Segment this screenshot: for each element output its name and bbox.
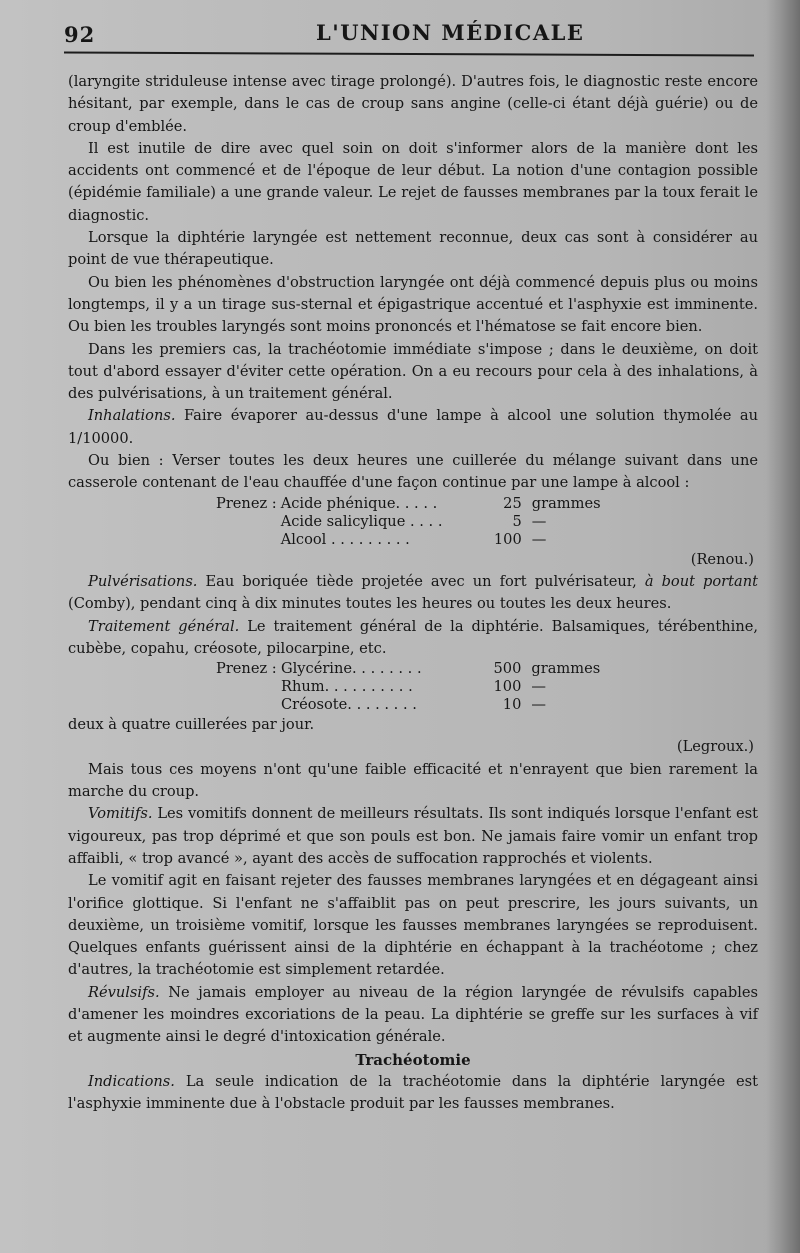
- recipe-lead: Prenez :: [216, 660, 277, 678]
- recipe-ingredient: Glycérine. . . . . . . .: [280, 660, 422, 678]
- recipe-unit: —: [531, 678, 546, 696]
- header-rule: [64, 51, 754, 56]
- pulverisations-text: Eau boriquée tiède projetée avec un fort pulvérisateur,: [197, 572, 645, 590]
- recipe-row: [216, 513, 606, 531]
- indications-text: La seule indication de la trachéotomie dans la diphtérie laryngée est l'asphyxie imminente due à l'obstacle produit par les fausses membranes.: [68, 1072, 758, 1113]
- paragraph: Il est inutile de dire avec quel soin on doit s'informer alors de la manière dont les accidents ont commencé et de l'époque de leur début. La notion d'une contagion possible (épidémie familiale) a une grande valeur. Le rejet de fausses membranes par la toux ferait le diagnostic.: [68, 139, 758, 224]
- recipe-quantity: 25: [503, 494, 522, 512]
- recipe-attribution: (Legroux.): [676, 738, 754, 756]
- paragraph-traitement: [68, 616, 758, 661]
- paragraph-revulsifs: [68, 982, 758, 1049]
- page-number: 92: [64, 22, 96, 47]
- recipe-row: [216, 531, 606, 549]
- recipe-ingredient: Alcool . . . . . . . . .: [280, 530, 410, 548]
- recipe-renou: [216, 495, 606, 549]
- paragraph: Mais tous ces moyens n'ont qu'une faible efficacité et n'enrayent que bien rarement la marche du croup.: [68, 760, 758, 801]
- revulsifs-text: Ne jamais employer au niveau de la région laryngée de révulsifs capables d'amener les moindres excoriations de la peau. La diphtérie se greffe sur les surfaces à vif et augmente ainsi le degré d'intoxication générale.: [68, 983, 758, 1046]
- paragraph-pulverisations: [68, 571, 758, 616]
- page-spine-shadow: [766, 0, 800, 1253]
- running-head: L'UNION MÉDICALE: [316, 20, 585, 45]
- paragraph: Le vomitif agit en faisant rejeter des fausses membranes laryngées et en dégageant ainsi l'orifice glottique. Si l'enfant ne s'affaiblit pas on peut prescrire, les jours suivants, un deuxième, un troisième vomitif, lorsque les fausses membranes laryngées se reproduisent. Quelques enfants guérissent ainsi de la diphtérie en échappant à la trachéotome ; chez d'autres, la trachéotomie est simplement retardée.: [68, 872, 758, 979]
- recipe-row: [216, 678, 606, 696]
- paragraph: Lorsque la diphtérie laryngée est nettement reconnue, deux cas sont à considérer au point de vue thérapeutique.: [68, 229, 758, 269]
- recipe-unit: —: [531, 696, 546, 714]
- recipe-ingredient: Rhum. . . . . . . . . .: [280, 678, 413, 696]
- paragraph-vomitifs: [68, 803, 758, 870]
- recipe-unit: —: [531, 512, 547, 530]
- pulverisations-italic: à bout portant: [644, 572, 758, 590]
- vomitifs-text: Les vomitifs donnent de meilleurs résultats. Ils sont indiqués lorsque l'enfant est vigoureux, pas trop déprimé et que son pouls est bon. Ne jamais faire vomir un enfant trop affaibli, « trop avancé », ayant des accès de suffocation rapprochés et violents.: [68, 805, 758, 867]
- recipe-quantity: 100: [493, 678, 522, 696]
- traitement-heading: Traitement général.: [88, 617, 240, 635]
- recipe-ingredient: Acide salicylique . . . .: [280, 512, 443, 530]
- section-title: Trachéotomie: [355, 1050, 471, 1069]
- paragraph-indications: [68, 1071, 758, 1116]
- recipe-attribution: (Renou.): [690, 550, 754, 568]
- pulverisations-heading: Pulvérisations.: [88, 572, 198, 590]
- recipe-row: [216, 495, 606, 513]
- recipe-unit: grammes: [531, 494, 601, 512]
- recipe-lead: Prenez :: [216, 494, 277, 512]
- inhalations-heading: Inhalations.: [88, 407, 176, 425]
- recipe-unit: —: [531, 530, 547, 548]
- page-body: [68, 71, 758, 1115]
- recipe-ingredient: Acide phénique. . . . .: [280, 494, 438, 512]
- recipe-quantity: 10: [502, 696, 522, 714]
- recipe-row: [216, 660, 606, 678]
- recipe-quantity: 5: [512, 512, 522, 530]
- pulverisations-text-end: (Comby), pendant cinq à dix minutes toutes les heures ou toutes les deux heures.: [68, 595, 672, 613]
- page-header: [64, 18, 754, 52]
- inhalations-text: Faire évaporer au-dessus d'une lampe à alcool une solution thymolée au 1/10000.: [68, 407, 758, 447]
- indications-heading: Indications.: [88, 1072, 175, 1090]
- paragraph: Dans les premiers cas, la trachéotomie immédiate s'impose ; dans le deuxième, on doit tout d'abord essayer d'éviter cette opération. On a eu recours pour cela à des inhalations, à des pulvérisations, à un traitement général.: [68, 340, 758, 403]
- paragraph-inhalations: [68, 405, 758, 450]
- traitement-text: Le traitement général de la diphtérie. Balsamiques, térébenthine, cubèbe, copahu, créosote, pilocarpine, etc.: [68, 617, 758, 657]
- recipe-row: [216, 696, 606, 714]
- recipe-quantity: 500: [493, 660, 522, 678]
- recipe-ingredient: Créosote. . . . . . . .: [280, 696, 417, 714]
- paragraph: Ou bien : Verser toutes les deux heures une cuillerée du mélange suivant dans une casserole contenant de l'eau chauffée d'une façon continue par une lampe à alcool :: [68, 452, 758, 492]
- paragraph: deux à quatre cuillerées par jour.: [68, 716, 315, 734]
- recipe-legroux: [216, 660, 606, 714]
- paragraph: (laryngite striduleuse intense avec tirage prolongé). D'autres fois, le diagnostic reste encore hésitant, par exemple, dans le cas de croup sans angine (celle-ci étant déjà guérie) ou de croup d'emblée.: [68, 73, 758, 135]
- paragraph: Ou bien les phénomènes d'obstruction laryngée ont déjà commencé depuis plus ou moins longtemps, il y a un tirage sus-sternal et épigastrique accentué et l'asphyxie est imminente. Ou bien les troubles laryngés sont moins prononcés et l'hématose se fait encore bien.: [68, 273, 758, 336]
- vomitifs-heading: Vomitifs.: [88, 805, 153, 823]
- recipe-quantity: 100: [493, 530, 522, 548]
- revulsifs-heading: Révulsifs.: [88, 983, 160, 1001]
- recipe-unit: grammes: [531, 660, 601, 678]
